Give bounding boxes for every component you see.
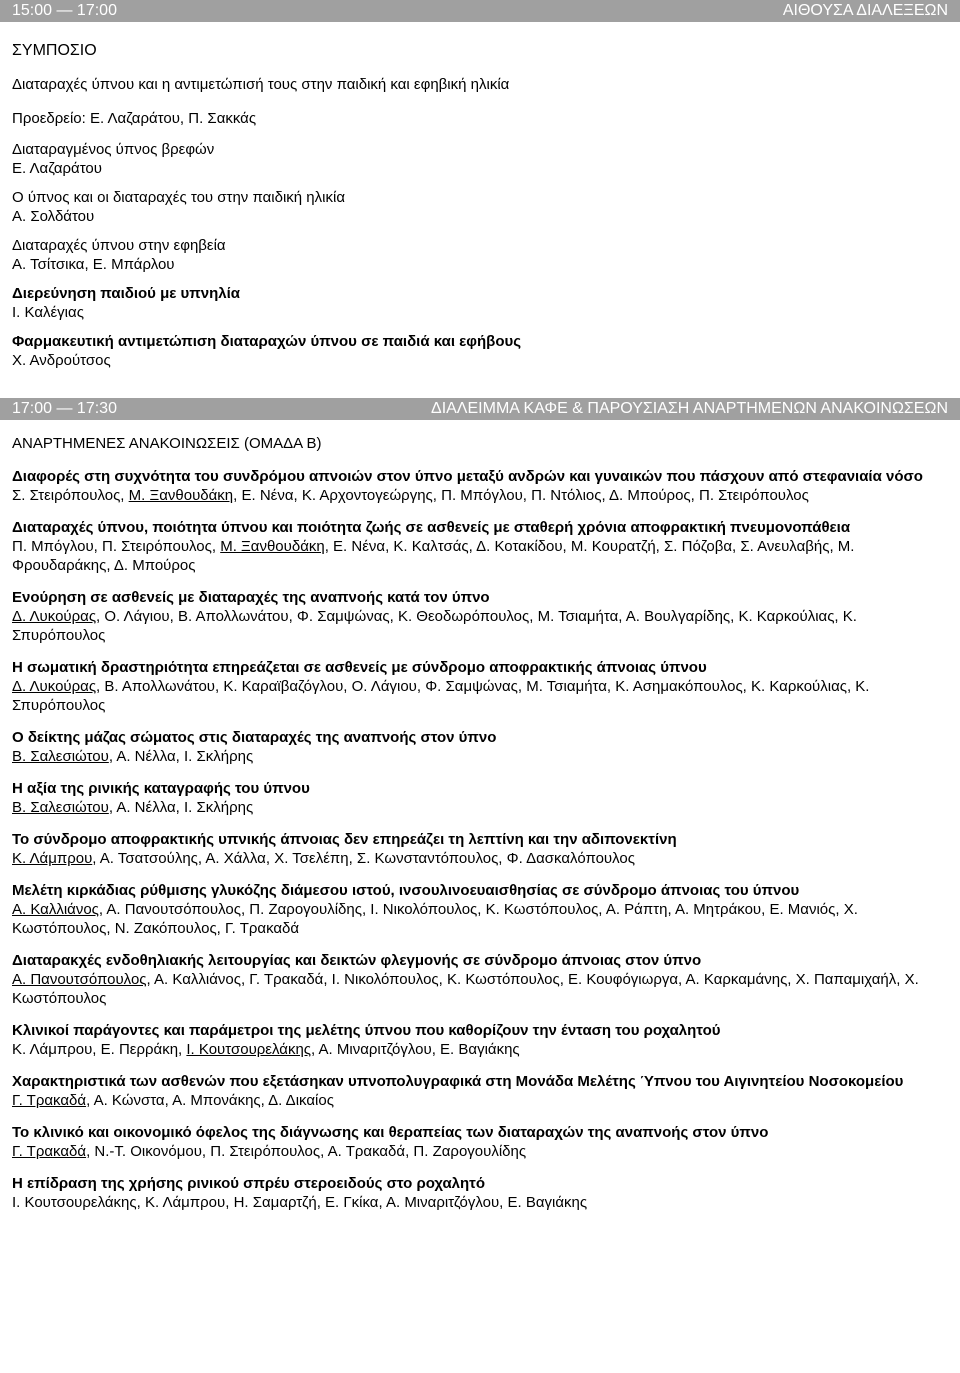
poster-authors [12,798,948,817]
poster-presenter: Δ. Λυκούρας [12,678,97,695]
session-room: ΑΙΘΟΥΣΑ ΔΙΑΛΕΞΕΩΝ [782,2,948,19]
symposium-section [0,40,960,370]
talk-speaker: Χ. Ανδρούτσος [12,352,111,369]
talk [12,284,948,322]
poster-presenter: Γ. Τρακαδά [12,1143,87,1160]
poster-item [12,830,948,868]
poster-coauthors-after: , Α. Κώνστα, Α. Μπονάκης, Δ. Δικαίος [86,1092,334,1109]
talk-speaker: Ε. Λαζαράτου [12,160,102,177]
poster-title: Ενούρηση σε ασθενείς με διαταραχές της αναπνοής κατά τον ύπνο [12,589,490,606]
poster-authors [12,486,948,505]
poster-title: Διαφορές στη συχνότητα του συνδρόμου απνοιών στον ύπνο μεταξύ ανδρών και γυναικών που πάσχουν από στεφανιαία νόσο [12,468,923,485]
poster-presenter: Δ. Λυκούρας [12,608,97,625]
poster-presenter: Β. Σαλεσιώτου [12,799,109,816]
poster-authors [12,537,948,575]
poster-item [12,1123,948,1161]
talk-speaker: Α. Τσίτσικα, Ε. Μπάρλου [12,256,175,273]
poster-authors [12,849,948,868]
poster-coauthors-after: , Ο. Λάγιου, Β. Απολλωνάτου, Φ. Σαμψώνας, Κ. Θεοδωρόπουλος, Μ. Τσιαμήτα, Α. Βουλγαρίδης, Κ. Καρκούλιας, Κ. Σπυρόπουλος [12,608,857,644]
symposium-label: ΣΥΜΠΟΣΙΟ [12,42,97,59]
talk-title: Ο ύπνος και οι διαταραχές του στην παιδική ηλικία [12,189,345,206]
poster-coauthors-after: , Α. Νέλλα, Ι. Σκλήρης [108,799,254,816]
poster-authors [12,677,948,715]
poster-coauthors-after: , Α. Καλλιάνος, Γ. Τρακαδά, Ι. Νικολόπουλος, Κ. Κωστόπουλος, Ε. Κουφόγιωργα, Α. Καρκαμάνης, Χ. Παπαμιχαήλ, Χ. Κωστόπουλος [12,971,919,1007]
poster-presenter: Μ. Ξανθουδάκη [220,538,325,555]
poster-authors [12,747,948,766]
talk-title: Διερεύνηση παιδιού με υπνηλία [12,285,240,302]
posters-label: ΑΝΑΡΤΗΜΕΝΕΣ ΑΝΑΚΟΙΝΩΣΕΙΣ (ΟΜΑΔΑ Β) [12,435,322,452]
poster-title: Διαταραχές ύπνου, ποιότητα ύπνου και ποιότητα ζωής σε ασθενείς με σταθερή χρόνια αποφρακτική πνευμονοπάθεια [12,519,851,536]
poster-coauthors-after: , Α. Μιναριτζόγλου, Ε. Βαγιάκης [311,1041,520,1058]
break-time: 17:00 — 17:30 [12,400,117,417]
poster-item [12,588,948,645]
poster-presenter: Β. Σαλεσιώτου [12,748,109,765]
poster-title: Η σωματική δραστηριότητα επηρεάζεται σε ασθενείς με σύνδρομο αποφρακτικής άπνοιας ύπνου [12,659,707,676]
talk [12,140,948,178]
poster-title: Η αξία της ρινικής καταγραφής του ύπνου [12,780,310,797]
poster-coauthors-after: , Ε. Νένα, Κ. Αρχοντογεώργης, Π. Μπόγλου, Π. Ντόλιος, Δ. Μπούρος, Π. Στειρόπουλος [233,487,809,504]
symposium-title: Διαταραχές ύπνου και η αντιμετώπισή τους στην παιδική και εφηβική ηλικία [12,76,510,93]
poster-item [12,518,948,575]
poster-item [12,779,948,817]
talk-title: Διαταραγμένος ύπνος βρεφών [12,141,215,158]
talk-title: Φαρμακευτική αντιμετώπιση διαταραχών ύπνου σε παιδιά και εφήβους [12,333,522,350]
session-header [0,0,960,22]
poster-authors [12,1193,948,1212]
talk [12,332,948,370]
poster-presenter: Α. Πανουτσόπουλος [12,971,147,988]
poster-title: Το σύνδρομο αποφρακτικής υπνικής άπνοιας δεν επηρεάζει τη λεπτίνη και την αδιπονεκτίνη [12,831,677,848]
poster-authors [12,970,948,1008]
poster-coauthors-after: , Β. Απολλωνάτου, Κ. Καραϊβαζόγλου, Ο. Λάγιου, Φ. Σαμψώνας, Μ. Τσιαμήτα, Κ. Ασημακόπουλος, Κ. Καρκούλιας, Κ. Σπυρόπουλος [12,678,870,714]
poster-title: Ο δείκτης μάζας σώματος στις διαταραχές της αναπνοής στον ύπνο [12,729,497,746]
break-header [0,398,960,420]
poster-title: Το κλινικό και οικονομικό όφελος της διάγνωσης και θεραπείας των διαταραχών της αναπνοής στον ύπνο [12,1124,769,1141]
poster-list [12,467,948,1212]
poster-coauthors-before: Ι. Κουτσουρελάκης, Κ. Λάμπρου, Η. Σαμαρτζή, Ε. Γκίκα, Α. Μιναριτζόγλου, Ε. Βαγιάκης [12,1194,588,1211]
symposium-presidium: Προεδρείο: Ε. Λαζαράτου, Π. Σακκάς [12,110,257,127]
talk-speaker: Ι. Καλέγιας [12,304,84,321]
poster-coauthors-before: Σ. Στειρόπουλος, [12,487,129,504]
poster-item [12,658,948,715]
poster-title: Η επίδραση της χρήσης ρινικού σπρέυ στεροειδούς στο ροχαλητό [12,1175,486,1192]
poster-coauthors-after: , Α. Πανουτσόπουλος, Π. Ζαρογουλίδης, Ι. Νικολόπουλος, Κ. Κωστόπουλος, Α. Ράπτη, Α. Μητράκου, Ε. Μανιός, Χ. Κωστόπουλος, Ν. Ζακόπουλος, Γ. Τρακαδά [12,901,858,937]
poster-item [12,951,948,1008]
poster-item [12,1021,948,1059]
poster-item [12,1174,948,1212]
talk [12,236,948,274]
poster-item [12,467,948,505]
poster-title: Κλινικοί παράγοντες και παράμετροι της μελέτης ύπνου που καθορίζουν την ένταση του ροχαλητού [12,1022,721,1039]
break-title: ΔΙΑΛΕΙΜΜΑ ΚΑΦΕ & ΠΑΡΟΥΣΙΑΣΗ ΑΝΑΡΤΗΜΕΝΩΝ ΑΝΑΚΟΙΝΩΣΕΩΝ [431,400,948,417]
poster-item [12,1072,948,1110]
talk-title: Διαταραχές ύπνου στην εφηβεία [12,237,226,254]
poster-authors [12,607,948,645]
poster-coauthors-after: , Α. Νέλλα, Ι. Σκλήρης [108,748,254,765]
poster-presenter: Γ. Τρακαδά [12,1092,87,1109]
poster-item [12,728,948,766]
poster-coauthors-after: , Α. Τσατσούλης, Α. Χάλλα, Χ. Τσελέπη, Σ. Κωνσταντόπουλος, Φ. Δασκαλόπουλος [92,850,635,867]
poster-coauthors-before: Κ. Λάμπρου, Ε. Περράκη, [12,1041,187,1058]
poster-coauthors-after: , Ε. Νένα, Κ. Καλτσάς, Δ. Κοτακίδου, Μ. Κουρατζή, Σ. Πόζοβα, Σ. Ανευλαβής, Μ. Φρουδαράκης, Δ. Μπούρος [12,538,855,574]
poster-item [12,881,948,938]
talk-speaker: Α. Σολδάτου [12,208,95,225]
poster-presenter: Μ. Ξανθουδάκη [128,487,234,504]
poster-presenter: Α. Καλλιάνος [12,901,99,918]
poster-authors [12,1142,948,1161]
posters-section [0,434,960,1212]
poster-title: Χαρακτηριστικά των ασθενών που εξετάσηκαν υπνοπολυγραφικά στη Μονάδα Μελέτης Ύπνου του Αιγινητείου Νοσοκομείου [12,1073,904,1090]
talk [12,188,948,226]
poster-authors [12,900,948,938]
poster-presenter: Κ. Λάμπρου [12,850,93,867]
poster-title: Μελέτη κιρκάδιας ρύθμισης γλυκόζης διάμεσου ιστού, ινσουλινοευαισθησίας σε σύνδρομο άπνοιας του ύπνου [12,882,800,899]
poster-coauthors-after: , Ν.-Τ. Οικονόμου, Π. Στειρόπουλος, Α. Τρακαδά, Π. Ζαρογουλίδης [86,1143,527,1160]
poster-presenter: Ι. Κουτσουρελάκης [186,1041,312,1058]
session-time: 15:00 — 17:00 [12,2,117,19]
poster-title: Διαταρακχές ενδοθηλιακής λειτουργίας και δεικτών φλεγμονής σε σύνδρομο άπνοιας στον ύπνο [12,952,702,969]
poster-authors [12,1040,948,1059]
poster-authors [12,1091,948,1110]
poster-coauthors-before: Π. Μπόγλου, Π. Στειρόπουλος, [12,538,221,555]
